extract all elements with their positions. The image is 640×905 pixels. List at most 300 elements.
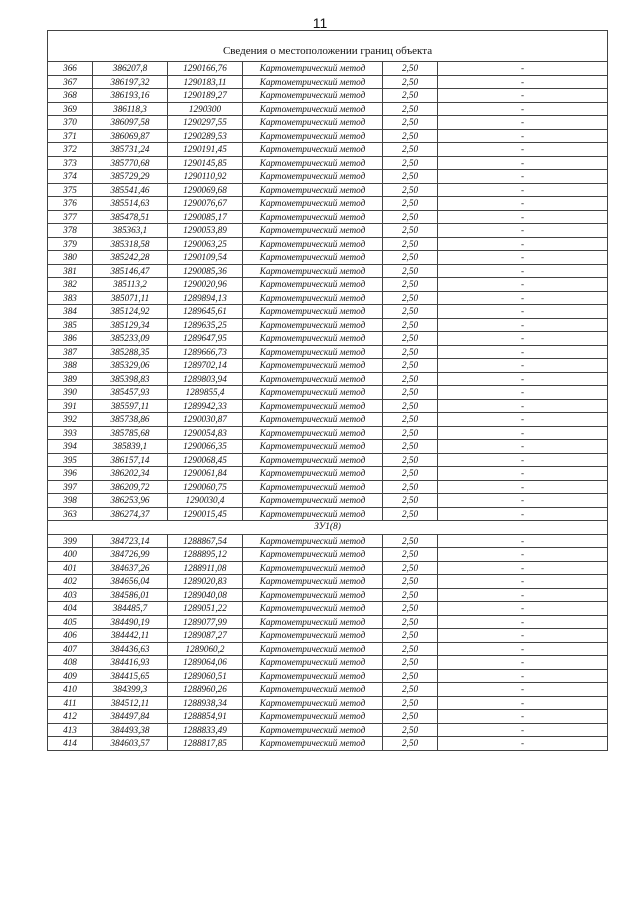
method-cell: Картометрический метод [243,399,383,413]
description-cell: - [438,278,608,292]
table-row [48,75,608,89]
accuracy-cell: 2,50 [383,683,438,697]
table-row [48,332,608,346]
x-coordinate-cell: 384416,93 [93,656,168,670]
description-cell: - [438,588,608,602]
x-coordinate-cell: 385738,86 [93,413,168,427]
point-number-cell: 392 [48,413,93,427]
y-coordinate-cell: 1290300 [168,102,243,116]
accuracy-cell: 2,50 [383,291,438,305]
table-row [48,413,608,427]
point-number-cell: 412 [48,710,93,724]
x-coordinate-cell: 385071,11 [93,291,168,305]
x-coordinate-cell: 386207,8 [93,62,168,76]
point-number-cell: 386 [48,332,93,346]
accuracy-cell: 2,50 [383,453,438,467]
y-coordinate-cell: 1290183,11 [168,75,243,89]
y-coordinate-cell: 1290076,67 [168,197,243,211]
table-row [48,737,608,751]
method-cell: Картометрический метод [243,278,383,292]
accuracy-cell: 2,50 [383,183,438,197]
x-coordinate-cell: 384586,01 [93,588,168,602]
table-top-spacer [48,31,608,42]
accuracy-cell: 2,50 [383,737,438,751]
method-cell: Картометрический метод [243,237,383,251]
table-title-row [48,41,608,62]
table-row [48,467,608,481]
y-coordinate-cell: 1290191,45 [168,143,243,157]
accuracy-cell: 2,50 [383,264,438,278]
point-number-cell: 402 [48,575,93,589]
y-coordinate-cell: 1289040,08 [168,588,243,602]
table-row [48,345,608,359]
method-cell: Картометрический метод [243,629,383,643]
x-coordinate-cell: 386193,16 [93,89,168,103]
method-cell: Картометрический метод [243,507,383,521]
table-row [48,116,608,130]
method-cell: Картометрический метод [243,332,383,346]
table-row [48,129,608,143]
y-coordinate-cell: 1289020,83 [168,575,243,589]
method-cell: Картометрический метод [243,440,383,454]
point-number-cell: 371 [48,129,93,143]
table-row [48,669,608,683]
point-number-cell: 404 [48,602,93,616]
y-coordinate-cell: 1288938,34 [168,696,243,710]
method-cell: Картометрический метод [243,453,383,467]
x-coordinate-cell: 384436,63 [93,642,168,656]
method-cell: Картометрический метод [243,116,383,130]
description-cell: - [438,359,608,373]
method-cell: Картометрический метод [243,467,383,481]
y-coordinate-cell: 1290109,54 [168,251,243,265]
method-cell: Картометрический метод [243,183,383,197]
method-cell: Картометрический метод [243,129,383,143]
x-coordinate-cell: 385457,93 [93,386,168,400]
description-cell: - [438,116,608,130]
point-number-cell: 399 [48,534,93,548]
x-coordinate-cell: 384637,26 [93,561,168,575]
x-coordinate-cell: 385329,06 [93,359,168,373]
table-row [48,278,608,292]
y-coordinate-cell: 1290054,83 [168,426,243,440]
table-row [48,318,608,332]
x-coordinate-cell: 385731,24 [93,143,168,157]
accuracy-cell: 2,50 [383,224,438,238]
accuracy-cell: 2,50 [383,399,438,413]
description-cell: - [438,602,608,616]
method-cell: Картометрический метод [243,426,383,440]
table-row [48,534,608,548]
x-coordinate-cell: 385541,46 [93,183,168,197]
method-cell: Картометрический метод [243,710,383,724]
description-cell: - [438,575,608,589]
y-coordinate-cell: 1289060,2 [168,642,243,656]
table-row [48,62,608,76]
x-coordinate-cell: 384512,11 [93,696,168,710]
x-coordinate-cell: 385318,58 [93,237,168,251]
x-coordinate-cell: 385785,68 [93,426,168,440]
y-coordinate-cell: 1288854,91 [168,710,243,724]
y-coordinate-cell: 1289666,73 [168,345,243,359]
method-cell: Картометрический метод [243,143,383,157]
description-cell: - [438,494,608,508]
method-cell: Картометрический метод [243,561,383,575]
point-number-cell: 414 [48,737,93,751]
point-number-cell: 405 [48,615,93,629]
y-coordinate-cell: 1290189,27 [168,89,243,103]
x-coordinate-cell: 385398,83 [93,372,168,386]
point-number-cell: 396 [48,467,93,481]
table-row [48,224,608,238]
accuracy-cell: 2,50 [383,440,438,454]
accuracy-cell: 2,50 [383,507,438,521]
accuracy-cell: 2,50 [383,467,438,481]
description-cell: - [438,89,608,103]
point-number-cell: 391 [48,399,93,413]
table-row [48,372,608,386]
point-number-cell: 409 [48,669,93,683]
x-coordinate-cell: 386157,14 [93,453,168,467]
table-row [48,480,608,494]
y-coordinate-cell: 1290069,68 [168,183,243,197]
method-cell: Картометрический метод [243,89,383,103]
table-row [48,251,608,265]
x-coordinate-cell: 385124,92 [93,305,168,319]
method-cell: Картометрический метод [243,642,383,656]
description-cell: - [438,75,608,89]
table-row [48,426,608,440]
y-coordinate-cell: 1289060,51 [168,669,243,683]
point-number-cell: 383 [48,291,93,305]
description-cell: - [438,399,608,413]
y-coordinate-cell: 1290085,36 [168,264,243,278]
table-row [48,210,608,224]
description-cell: - [438,156,608,170]
method-cell: Картометрический метод [243,291,383,305]
x-coordinate-cell: 386209,72 [93,480,168,494]
description-cell: - [438,615,608,629]
description-cell: - [438,426,608,440]
point-number-cell: 389 [48,372,93,386]
description-cell: - [438,143,608,157]
point-number-cell: 376 [48,197,93,211]
description-cell: - [438,467,608,481]
point-number-cell: 388 [48,359,93,373]
description-cell: - [438,183,608,197]
description-cell: - [438,332,608,346]
point-number-cell: 374 [48,170,93,184]
description-cell: - [438,386,608,400]
accuracy-cell: 2,50 [383,197,438,211]
point-number-cell: 390 [48,386,93,400]
table-row [48,264,608,278]
description-cell: - [438,656,608,670]
y-coordinate-cell: 1290030,87 [168,413,243,427]
point-number-cell: 395 [48,453,93,467]
table-row [48,629,608,643]
accuracy-cell: 2,50 [383,345,438,359]
table-row [48,561,608,575]
method-cell: Картометрический метод [243,156,383,170]
x-coordinate-cell: 385129,34 [93,318,168,332]
method-cell: Картометрический метод [243,318,383,332]
accuracy-cell: 2,50 [383,480,438,494]
accuracy-cell: 2,50 [383,156,438,170]
method-cell: Картометрический метод [243,305,383,319]
point-number-cell: 403 [48,588,93,602]
method-cell: Картометрический метод [243,197,383,211]
table-row [48,183,608,197]
description-cell: - [438,345,608,359]
point-number-cell: 413 [48,723,93,737]
y-coordinate-cell: 1289064,06 [168,656,243,670]
table-row [48,656,608,670]
x-coordinate-cell: 385478,51 [93,210,168,224]
x-coordinate-cell: 385242,28 [93,251,168,265]
table-row [48,440,608,454]
y-coordinate-cell: 1289647,95 [168,332,243,346]
x-coordinate-cell: 386097,58 [93,116,168,130]
table-row [48,575,608,589]
accuracy-cell: 2,50 [383,602,438,616]
method-cell: Картометрический метод [243,588,383,602]
description-cell: - [438,683,608,697]
description-cell: - [438,413,608,427]
table-row [48,197,608,211]
y-coordinate-cell: 1288867,54 [168,534,243,548]
table-row [48,710,608,724]
y-coordinate-cell: 1290145,85 [168,156,243,170]
accuracy-cell: 2,50 [383,251,438,265]
x-coordinate-cell: 385770,68 [93,156,168,170]
y-coordinate-cell: 1290289,53 [168,129,243,143]
y-coordinate-cell: 1289635,25 [168,318,243,332]
x-coordinate-cell: 384399,3 [93,683,168,697]
x-coordinate-cell: 385729,29 [93,170,168,184]
y-coordinate-cell: 1290015,45 [168,507,243,521]
y-coordinate-cell: 1288895,12 [168,548,243,562]
point-number-cell: 367 [48,75,93,89]
table-row [48,494,608,508]
y-coordinate-cell: 1290030,4 [168,494,243,508]
table-row [48,291,608,305]
x-coordinate-cell: 385839,1 [93,440,168,454]
section-label: ЗУ1(8) [48,521,608,535]
x-coordinate-cell: 386069,87 [93,129,168,143]
method-cell: Картометрический метод [243,737,383,751]
description-cell: - [438,62,608,76]
point-number-cell: 378 [48,224,93,238]
accuracy-cell: 2,50 [383,710,438,724]
accuracy-cell: 2,50 [383,129,438,143]
method-cell: Картометрический метод [243,264,383,278]
method-cell: Картометрический метод [243,170,383,184]
y-coordinate-cell: 1289087,27 [168,629,243,643]
description-cell: - [438,548,608,562]
description-cell: - [438,480,608,494]
point-number-cell: 384 [48,305,93,319]
table-row [48,696,608,710]
x-coordinate-cell: 384490,19 [93,615,168,629]
accuracy-cell: 2,50 [383,696,438,710]
method-cell: Картометрический метод [243,345,383,359]
accuracy-cell: 2,50 [383,170,438,184]
description-cell: - [438,210,608,224]
description-cell: - [438,723,608,737]
description-cell: - [438,534,608,548]
method-cell: Картометрический метод [243,723,383,737]
table-row [48,399,608,413]
point-number-cell: 380 [48,251,93,265]
method-cell: Картометрический метод [243,386,383,400]
description-cell: - [438,453,608,467]
table-title: Сведения о местоположении границ объекта [48,41,608,62]
method-cell: Картометрический метод [243,602,383,616]
x-coordinate-cell: 385597,11 [93,399,168,413]
description-cell: - [438,737,608,751]
accuracy-cell: 2,50 [383,359,438,373]
y-coordinate-cell: 1288960,26 [168,683,243,697]
accuracy-cell: 2,50 [383,237,438,251]
accuracy-cell: 2,50 [383,143,438,157]
point-number-cell: 375 [48,183,93,197]
point-number-cell: 363 [48,507,93,521]
description-cell: - [438,372,608,386]
description-cell: - [438,440,608,454]
y-coordinate-cell: 1290068,45 [168,453,243,467]
boundary-table [47,30,607,751]
description-cell: - [438,129,608,143]
page-number: 11 [312,15,328,31]
point-number-cell: 370 [48,116,93,130]
x-coordinate-cell: 385514,63 [93,197,168,211]
table-row [48,143,608,157]
description-cell: - [438,710,608,724]
table-row [48,170,608,184]
x-coordinate-cell: 385233,09 [93,332,168,346]
table-row [48,507,608,521]
accuracy-cell: 2,50 [383,656,438,670]
point-number-cell: 406 [48,629,93,643]
accuracy-cell: 2,50 [383,278,438,292]
y-coordinate-cell: 1290061,84 [168,467,243,481]
y-coordinate-cell: 1290085,17 [168,210,243,224]
point-number-cell: 382 [48,278,93,292]
accuracy-cell: 2,50 [383,575,438,589]
point-number-cell: 394 [48,440,93,454]
description-cell: - [438,264,608,278]
accuracy-cell: 2,50 [383,318,438,332]
y-coordinate-cell: 1289942,33 [168,399,243,413]
table-row [48,237,608,251]
y-coordinate-cell: 1290066,35 [168,440,243,454]
x-coordinate-cell: 384485,7 [93,602,168,616]
table-row [48,602,608,616]
accuracy-cell: 2,50 [383,62,438,76]
x-coordinate-cell: 384603,57 [93,737,168,751]
y-coordinate-cell: 1290060,75 [168,480,243,494]
x-coordinate-cell: 384442,11 [93,629,168,643]
x-coordinate-cell: 384497,84 [93,710,168,724]
method-cell: Картометрический метод [243,696,383,710]
point-number-cell: 381 [48,264,93,278]
x-coordinate-cell: 384726,99 [93,548,168,562]
description-cell: - [438,197,608,211]
description-cell: - [438,237,608,251]
accuracy-cell: 2,50 [383,210,438,224]
point-number-cell: 369 [48,102,93,116]
description-cell: - [438,170,608,184]
accuracy-cell: 2,50 [383,102,438,116]
method-cell: Картометрический метод [243,534,383,548]
table-row [48,642,608,656]
table-row [48,453,608,467]
y-coordinate-cell: 1289051,22 [168,602,243,616]
description-cell: - [438,291,608,305]
description-cell: - [438,507,608,521]
x-coordinate-cell: 384415,65 [93,669,168,683]
point-number-cell: 377 [48,210,93,224]
method-cell: Картометрический метод [243,75,383,89]
point-number-cell: 385 [48,318,93,332]
y-coordinate-cell: 1288833,49 [168,723,243,737]
accuracy-cell: 2,50 [383,426,438,440]
method-cell: Картометрический метод [243,251,383,265]
y-coordinate-cell: 1290053,89 [168,224,243,238]
table-row [48,102,608,116]
accuracy-cell: 2,50 [383,386,438,400]
point-number-cell: 397 [48,480,93,494]
method-cell: Картометрический метод [243,548,383,562]
method-cell: Картометрический метод [243,413,383,427]
accuracy-cell: 2,50 [383,372,438,386]
table-row [48,588,608,602]
method-cell: Картометрический метод [243,224,383,238]
description-cell: - [438,629,608,643]
table-row [48,386,608,400]
accuracy-cell: 2,50 [383,723,438,737]
method-cell: Картометрический метод [243,102,383,116]
accuracy-cell: 2,50 [383,615,438,629]
table-row [48,305,608,319]
y-coordinate-cell: 1289803,94 [168,372,243,386]
y-coordinate-cell: 1288817,85 [168,737,243,751]
y-coordinate-cell: 1289894,13 [168,291,243,305]
point-number-cell: 398 [48,494,93,508]
method-cell: Картометрический метод [243,359,383,373]
method-cell: Картометрический метод [243,575,383,589]
accuracy-cell: 2,50 [383,332,438,346]
accuracy-cell: 2,50 [383,89,438,103]
description-cell: - [438,251,608,265]
accuracy-cell: 2,50 [383,75,438,89]
description-cell: - [438,561,608,575]
x-coordinate-cell: 384656,04 [93,575,168,589]
accuracy-cell: 2,50 [383,548,438,562]
point-number-cell: 407 [48,642,93,656]
accuracy-cell: 2,50 [383,642,438,656]
x-coordinate-cell: 385363,1 [93,224,168,238]
description-cell: - [438,224,608,238]
x-coordinate-cell: 386253,96 [93,494,168,508]
description-cell: - [438,669,608,683]
method-cell: Картометрический метод [243,372,383,386]
table-row [48,723,608,737]
x-coordinate-cell: 386197,32 [93,75,168,89]
section-row [48,521,608,535]
accuracy-cell: 2,50 [383,588,438,602]
